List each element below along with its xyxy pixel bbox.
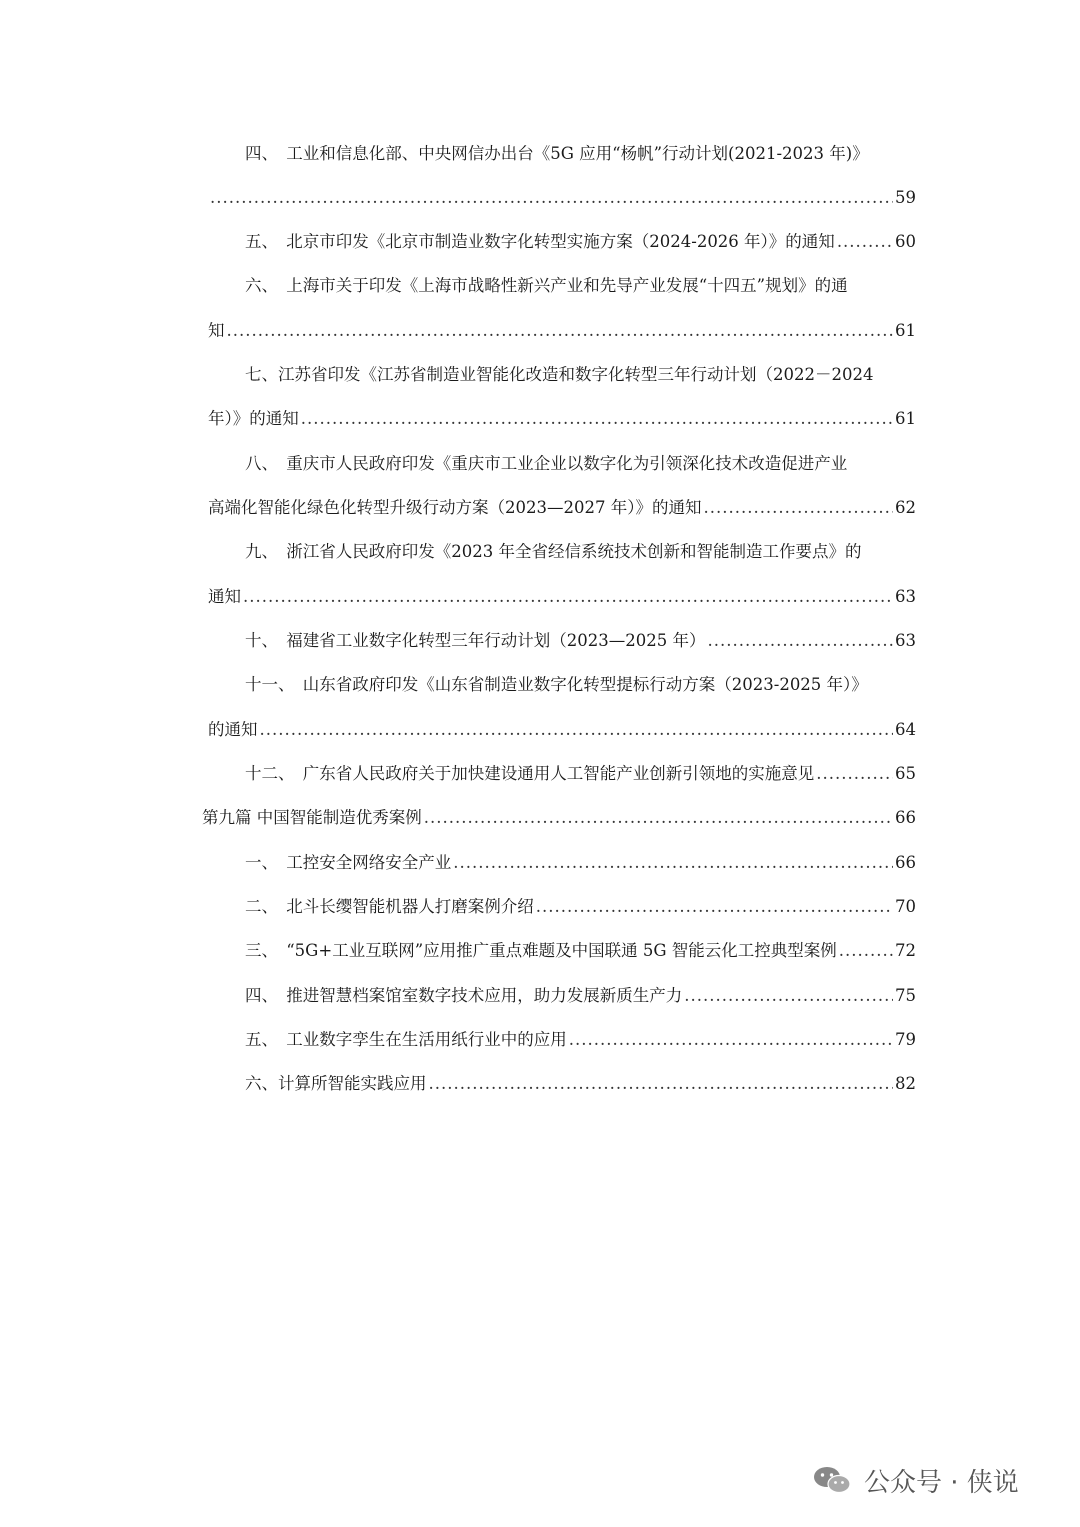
toc-entry-text: 七、江苏省印发《江苏省制造业智能化改造和数字化转型三年行动计划（2022－2024: [245, 365, 874, 384]
toc-leader-dots: [301, 404, 893, 434]
toc-leader-dots: [569, 1025, 893, 1055]
toc-leader-dots: [536, 892, 893, 922]
toc-page-number: 66: [895, 808, 916, 827]
toc-chapter-text: 第九篇 中国智能制造优秀案例: [202, 808, 422, 827]
toc-page-number: 72: [895, 941, 916, 960]
toc-leader-dots: [837, 227, 893, 257]
toc-entry-line[interactable]: [245, 936, 916, 966]
toc-page-number: 70: [895, 897, 916, 916]
toc-leader-dots: [816, 759, 893, 789]
toc-leader-dots: [227, 316, 894, 346]
toc-entry-text: 八、 重庆市人民政府印发《重庆市工业企业以数字化为引领深化技术改造促进产业: [245, 454, 848, 473]
toc-entry-text: 四、 推进智慧档案馆室数字技术应用，助力发展新质生产力: [245, 986, 683, 1005]
toc-page-number: 63: [895, 587, 916, 606]
toc-page-number: 60: [895, 232, 916, 251]
toc-entry-text: 九、 浙江省人民政府印发《2023 年全省经信系统技术创新和智能制造工作要点》的: [245, 542, 862, 561]
toc-page-number: 65: [895, 764, 916, 783]
toc-entry-line[interactable]: [245, 1025, 916, 1055]
toc-entry-text: 十二、 广东省人民政府关于加快建设通用人工智能产业创新引领地的实施意见: [245, 764, 815, 783]
toc-leader-dots: [424, 803, 893, 833]
toc-chapter-line[interactable]: [202, 803, 916, 833]
toc-entry-line[interactable]: [245, 227, 916, 257]
toc-entry-text: 通知: [208, 587, 241, 606]
toc-entry-text: 知: [208, 321, 225, 340]
toc-leader-dots: [243, 582, 893, 612]
toc-page-number: 79: [895, 1030, 916, 1049]
toc-leader-dots: [453, 848, 893, 878]
toc-page-number: 64: [895, 720, 916, 739]
wechat-watermark: [812, 1458, 1019, 1502]
watermark-text: 公众号 · 侠说: [864, 1467, 1019, 1498]
toc-leader-dots: [707, 626, 893, 656]
toc-entry-text: 高端化智能化绿色化转型升级行动方案（2023—2027 年）》的通知: [208, 498, 702, 517]
toc-leader-dots: [260, 715, 894, 745]
toc-entry-text: 年）》的通知: [208, 409, 299, 428]
toc-page-number: 59: [895, 188, 916, 207]
toc-leader-dots: [703, 493, 893, 523]
toc-entry-text: 五、 工业数字孪生在生活用纸行业中的应用: [245, 1030, 567, 1049]
toc-entry-text: 五、 北京市印发《北京市制造业数字化转型实施方案（2024-2026 年）》的通知: [245, 232, 835, 251]
toc-leader-dots: [684, 981, 893, 1011]
toc-page-number: 75: [895, 986, 916, 1005]
toc-entry-line: [245, 360, 916, 390]
wechat-logo-icon: [812, 1465, 852, 1495]
toc-entry-line: [245, 449, 916, 479]
toc-entry-line: [245, 670, 916, 700]
toc-page-number: 66: [895, 853, 916, 872]
toc-entry-text: 三、 “5G+工业互联网”应用推广重点难题及中国联通 5G 智能云化工控典型案例: [245, 941, 837, 960]
toc-entry-text: 的通知: [208, 720, 258, 739]
toc-page-number: 82: [895, 1074, 916, 1093]
toc-leader-dots: [839, 936, 893, 966]
toc-leader-dots: [429, 1069, 894, 1099]
toc-entry-text: 十一、 山东省政府印发《山东省制造业数字化转型提标行动方案（2023-2025 年）》: [245, 675, 868, 694]
toc-entry-text: 四、 工业和信息化部、中央网信办出台《5G 应用“杨帆”行动计划(2021-2023 年)》: [245, 144, 869, 163]
toc-entry-line[interactable]: [208, 404, 916, 434]
toc-page-number: 61: [895, 409, 916, 428]
toc-entry-line[interactable]: [245, 981, 916, 1011]
toc-entry-line[interactable]: [245, 892, 916, 922]
toc-entry-line[interactable]: [245, 759, 916, 789]
toc-entry-text: 二、 北斗长缨智能机器人打磨案例介绍: [245, 897, 534, 916]
toc-entry-line: [245, 139, 916, 169]
toc-entry-line[interactable]: [208, 715, 916, 745]
toc-page-number: 62: [895, 498, 916, 517]
toc-entry-text: 六、计算所智能实践应用: [245, 1074, 427, 1093]
toc-entry-text: 一、 工控安全网络安全产业: [245, 853, 452, 872]
toc-entry-line[interactable]: [208, 316, 916, 346]
toc-entry-line[interactable]: [208, 493, 916, 523]
toc-page-number: 63: [895, 631, 916, 650]
toc-entry-line[interactable]: [208, 183, 916, 213]
toc-entry-line: [245, 537, 916, 567]
toc-page-number: 61: [895, 321, 916, 340]
toc-entry-line[interactable]: [245, 848, 916, 878]
toc-entry-line: [245, 271, 916, 301]
toc-entry-line[interactable]: [208, 582, 916, 612]
toc-leader-dots: [210, 183, 893, 213]
toc-entry-line[interactable]: [245, 626, 916, 656]
toc-entry-text: 十、 福建省工业数字化转型三年行动计划（2023—2025 年）: [245, 631, 706, 650]
toc-entry-line[interactable]: [245, 1069, 916, 1099]
toc-entry-text: 六、 上海市关于印发《上海市战略性新兴产业和先导产业发展“十四五”规划》的通: [245, 276, 848, 295]
